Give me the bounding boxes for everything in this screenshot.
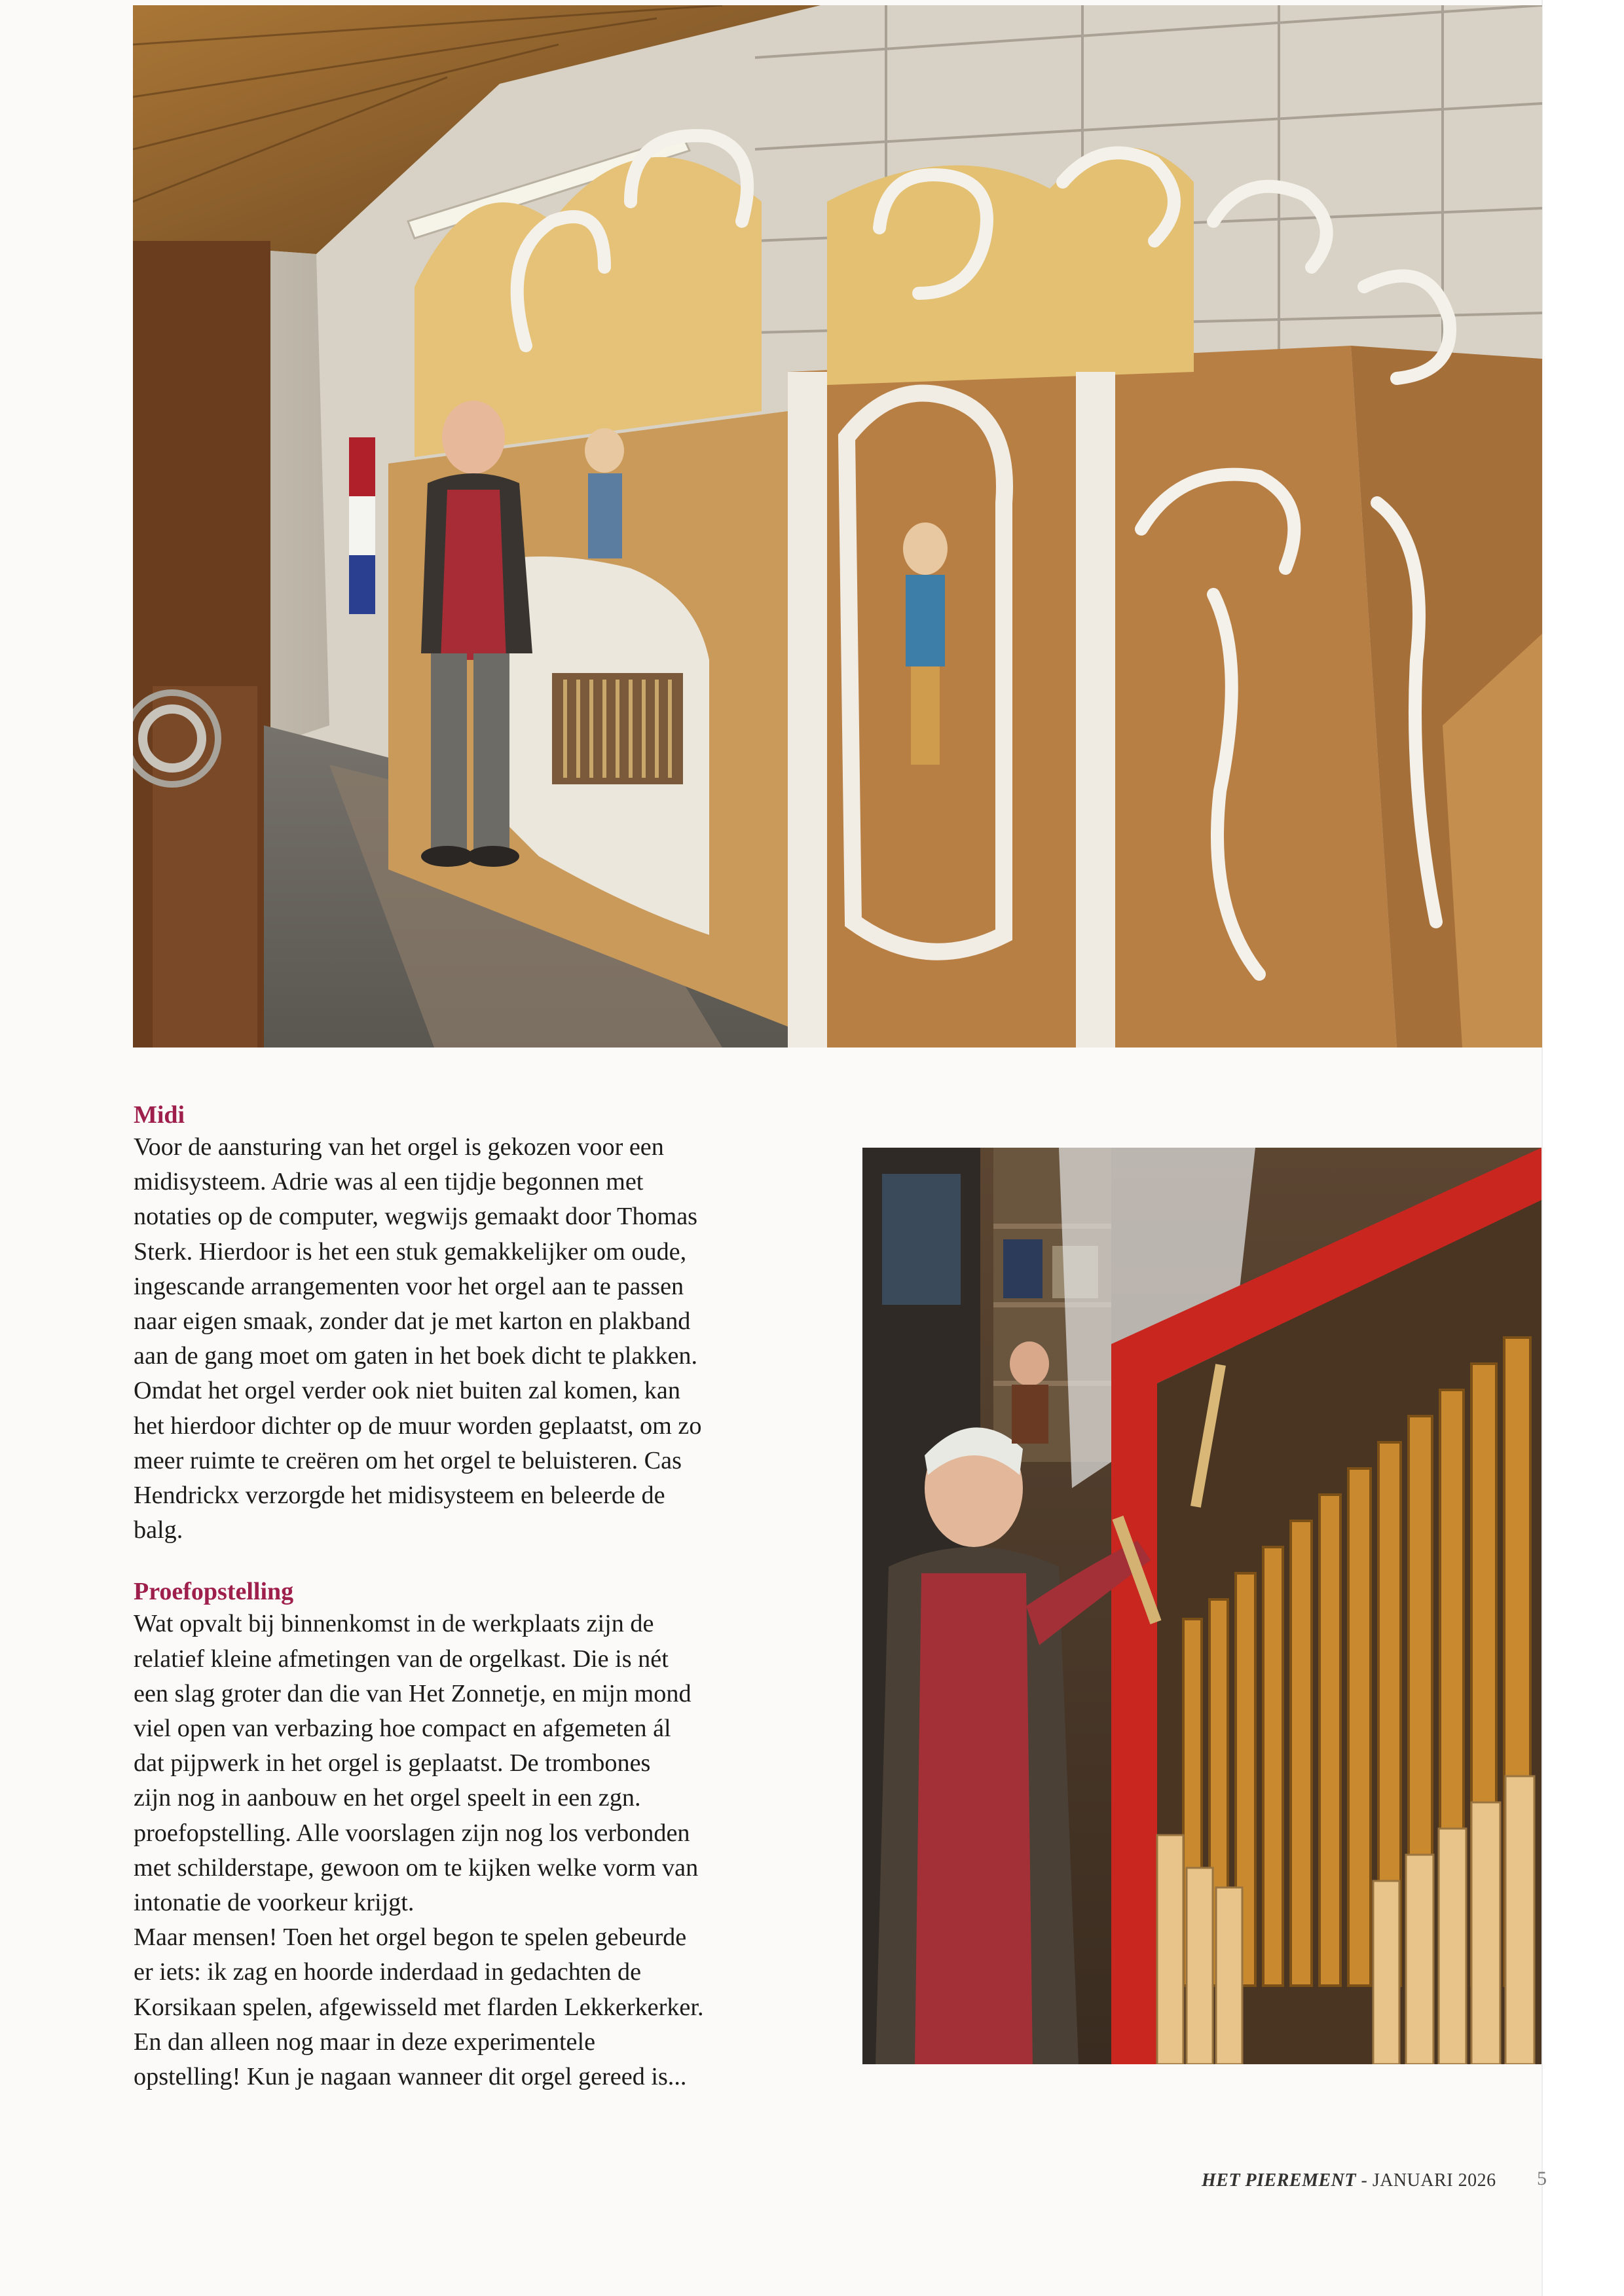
- paragraph-line: Hendrickx verzorgde het midisysteem en beleerde de: [134, 1482, 665, 1510]
- section-heading-midi: Midi: [134, 1101, 185, 1129]
- paragraph-line: midisysteem. Adrie was al een tijdje begonnen met: [134, 1168, 644, 1196]
- paragraph-line: een slag groter dan die van Het Zonnetje, en mijn mond: [134, 1679, 692, 1707]
- paragraph-line: intonatie de voorkeur krijgt.: [134, 1889, 415, 1917]
- paragraph-line: met schilderstape, gewoon om te kijken welke vorm van: [134, 1853, 699, 1882]
- organ-facade-photo: [133, 5, 1542, 1048]
- paragraph-line: aan de gang moet om gaten in het boek dicht te plakken.: [134, 1342, 698, 1370]
- footer-separator: -: [1356, 2170, 1373, 2191]
- section-gap: [134, 1548, 828, 1576]
- paragraph-line: er iets: ik zag en hoorde inderdaad in gedachten de: [134, 1958, 642, 1986]
- paragraph-line: proefopstelling. Alle voorslagen zijn nog los verbonden: [134, 1819, 690, 1847]
- paragraph-line: notaties op de computer, wegwijs gemaakt door Thomas: [134, 1203, 698, 1231]
- paragraph-line: dat pijpwerk in het orgel is geplaatst. De trombones: [134, 1749, 651, 1777]
- paragraph-line: naar eigen smaak, zonder dat je met karton en plakband: [134, 1307, 691, 1336]
- pipe-voicing-photo: [862, 1148, 1541, 2064]
- section-heading-proefopstelling: Proefopstelling: [134, 1578, 294, 1606]
- paragraph-line: balg.: [134, 1516, 183, 1544]
- scan-edge: [1541, 0, 1624, 2296]
- paragraph-line: het hierdoor dichter op de muur worden geplaatst, om zo: [134, 1412, 702, 1440]
- paragraph-line: Wat opvalt bij binnenkomst in de werkplaats zijn de: [134, 1610, 654, 1638]
- paragraph-line: meer ruimte te creëren om het orgel te beluisteren. Cas: [134, 1446, 682, 1474]
- page-footer: [1202, 2170, 1496, 2191]
- paragraph-line: En dan alleen nog maar in deze experimentele: [134, 2028, 596, 2056]
- paragraph-line: Sterk. Hierdoor is het een stuk gemakkelijker om oude,: [134, 1237, 687, 1266]
- paragraph-line: Voor de aansturing van het orgel is gekozen voor een: [134, 1133, 664, 1161]
- paragraph-line: zijn nog in aanbouw en het orgel speelt in een zgn.: [134, 1784, 641, 1812]
- page-number: 5: [1537, 2168, 1547, 2189]
- article-column: [134, 1100, 828, 2094]
- paragraph-line: relatief kleine afmetingen van de orgelkast. Die is nét: [134, 1645, 669, 1673]
- paragraph-line: ingescande arrangementen voor het orgel aan te passen: [134, 1272, 684, 1300]
- paragraph-line: Omdat het orgel verder ook niet buiten zal komen, kan: [134, 1377, 680, 1405]
- paragraph-line: viel open van verbazing hoe compact en afgemeten ál: [134, 1715, 671, 1743]
- paragraph-line: Korsikaan spelen, afgewisseld met flarden Lekkerkerker.: [134, 1993, 704, 2021]
- paragraph-line: opstelling! Kun je nagaan wanneer dit orgel gereed is...: [134, 2063, 687, 2091]
- paragraph-line: Maar mensen! Toen het orgel begon te spelen gebeurde: [134, 1923, 687, 1952]
- magazine-name: HET PIEREMENT: [1202, 2170, 1356, 2191]
- issue-date: JANUARI 2026: [1372, 2170, 1496, 2191]
